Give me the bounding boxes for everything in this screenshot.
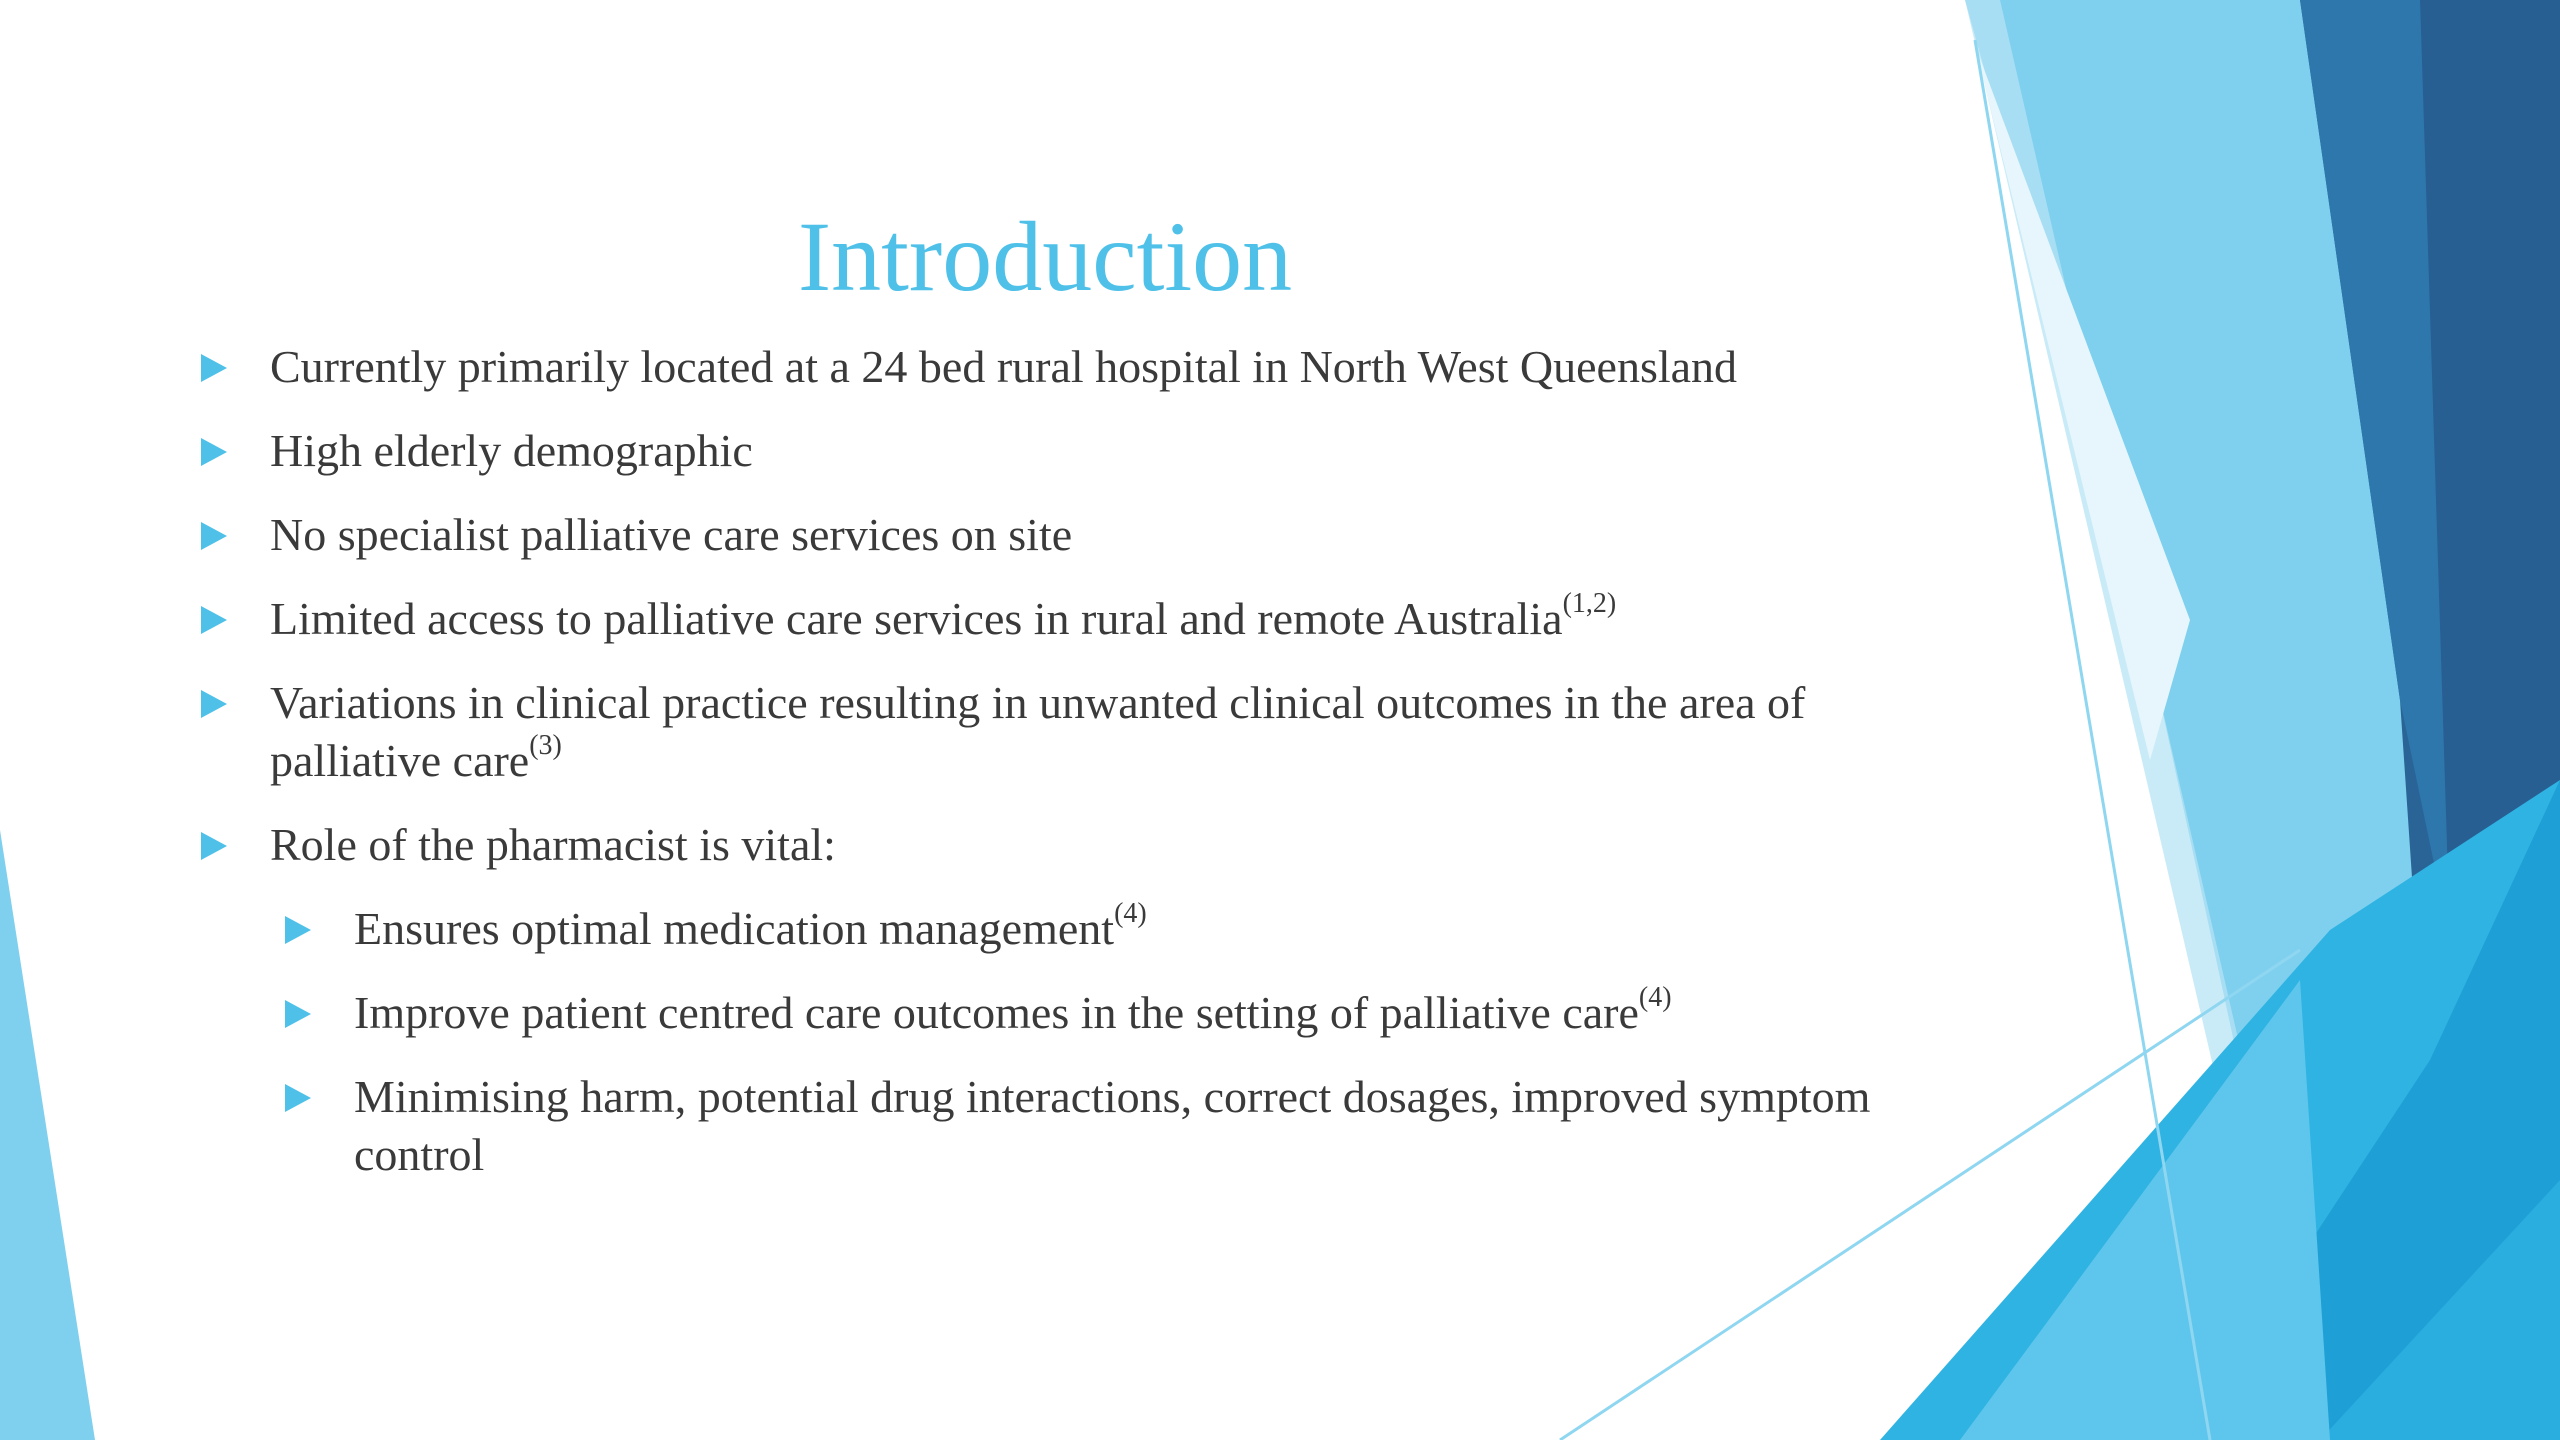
- bullet-list: [196, 338, 1956, 1210]
- bullet-text: Variations in clinical practice resulting in unwanted clinical outcomes in the area of palliative care: [270, 677, 1806, 786]
- bullet-text: Role of the pharmacist is vital:: [270, 819, 836, 870]
- sub-bullet-item: [280, 1068, 1956, 1184]
- bullet-text: High elderly demographic: [270, 425, 753, 476]
- bullet-text: Improve patient centred care outcomes in the setting of palliative care: [354, 987, 1639, 1038]
- citation: (1,2): [1562, 588, 1617, 619]
- triangle-right-bullet-icon: [201, 522, 227, 550]
- triangle-right-bullet-icon: [201, 690, 227, 718]
- bullet-item: [196, 422, 1956, 480]
- triangle-right-bullet-icon: [201, 438, 227, 466]
- bullet-text: Minimising harm, potential drug interactions, correct dosages, improved symptom control: [354, 1071, 1871, 1180]
- bullet-item: [196, 816, 1956, 874]
- left-accent-shape: [0, 830, 95, 1440]
- bullet-text: Ensures optimal medication management: [354, 903, 1115, 954]
- citation: (4): [1638, 982, 1672, 1013]
- triangle-right-bullet-icon: [285, 1000, 311, 1028]
- citation: (3): [529, 730, 562, 761]
- bullet-item: [196, 506, 1956, 564]
- triangle-right-bullet-icon: [285, 1084, 311, 1112]
- bullet-text: Limited access to palliative care services in rural and remote Australia: [270, 593, 1563, 644]
- citation: (4): [1114, 898, 1147, 929]
- slide-title: Introduction: [797, 201, 1293, 312]
- bullet-text: Currently primarily located at a 24 bed rural hospital in North West Queensland: [270, 341, 1738, 392]
- bullet-item: [196, 590, 1956, 648]
- triangle-right-bullet-icon: [201, 606, 227, 634]
- triangle-right-bullet-icon: [285, 916, 311, 944]
- bullet-item: [196, 338, 1956, 396]
- sub-bullet-item: [280, 984, 1956, 1042]
- sub-bullet-item: [280, 900, 1956, 958]
- triangle-right-bullet-icon: [201, 354, 227, 382]
- bullet-item: [196, 674, 1956, 790]
- triangle-right-bullet-icon: [201, 832, 227, 860]
- bullet-text: No specialist palliative care services on site: [270, 509, 1073, 560]
